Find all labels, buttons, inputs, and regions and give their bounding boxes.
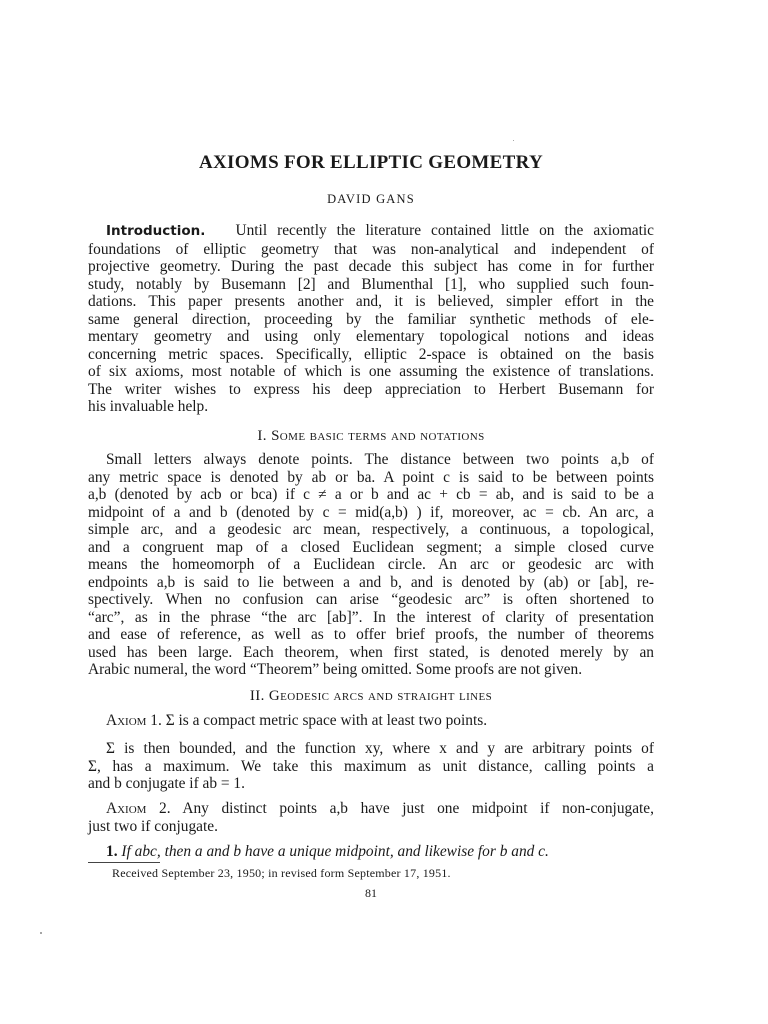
footnote: Received September 23, 1950; in revised form September 17, 1951. bbox=[112, 866, 451, 880]
section-2-paragraph bbox=[88, 740, 654, 793]
intro-line: his invaluable help. bbox=[88, 398, 209, 415]
section-2-heading: II. Geodesic arcs and straight lines bbox=[249, 688, 493, 704]
intro-line: foundations of elliptic geometry that was non-analytical and independent of bbox=[88, 240, 654, 258]
theorem-1 bbox=[88, 843, 654, 861]
section-1-line: midpoint of a and b (denoted by c = mid(a,b) ) if, moreover, ac = cb. An arc, a bbox=[88, 503, 654, 521]
axiom-1 bbox=[88, 712, 654, 730]
section-1-line: “arc”, as in the phrase “the arc [ab]”. In the interest of clarity of presentation bbox=[88, 608, 654, 626]
paper-title: AXIOMS FOR ELLIPTIC GEOMETRY bbox=[199, 152, 543, 173]
theorem-1-text: If abc, then a and b have a unique midpoint, and likewise for b and c. bbox=[121, 843, 549, 860]
scan-speck bbox=[513, 140, 514, 141]
section-1-paragraph bbox=[88, 451, 654, 679]
axiom-1-label: Axiom 1. bbox=[106, 712, 162, 729]
intro-line: The writer wishes to express his deep appreciation to Herbert Busemann for bbox=[88, 380, 654, 398]
intro-line: mentary geometry and using only elementary topological notions and ideas bbox=[88, 328, 654, 345]
axiom-2-text: just two if conjugate. bbox=[88, 817, 218, 835]
section-1-line: and a congruent map of a closed Euclidean segment; a simple closed curve bbox=[88, 538, 654, 556]
axiom-2-text: Any distinct points a,b have just one midpoint if non-conjugate, bbox=[182, 800, 654, 817]
section-1-line: spectively. When no confusion can arise “geodesic arc” is often shortened to bbox=[88, 591, 654, 608]
section-2-line: Σ is then bounded, and the function xy, where x and y are arbitrary points of bbox=[106, 740, 654, 757]
section-1-line: a,b (denoted by acb or bca) if c ≠ a or b and ac + cb = ab, and is said to be a bbox=[88, 486, 654, 503]
intro-lead: Introduction. bbox=[106, 223, 206, 239]
scan-speck bbox=[40, 932, 42, 934]
section-1-line: Arabic numeral, the word “Theorem” being omitted. Some proofs are not given. bbox=[88, 661, 583, 678]
section-1-line: any metric space is denoted by ab or ba. A point c is said to be between points bbox=[88, 468, 654, 486]
section-2-line: and b conjugate if ab = 1. bbox=[88, 775, 245, 792]
section-2-line: Σ, has a maximum. We take this maximum as unit distance, calling points a bbox=[88, 757, 654, 775]
section-1-heading: I. Some basic terms and notations bbox=[257, 428, 485, 444]
intro-line: concerning metric spaces. Specifically, elliptic 2-space is obtained on the basis bbox=[88, 345, 654, 363]
page-number: 81 bbox=[365, 886, 377, 900]
axiom-2-label: Axiom 2. bbox=[106, 800, 171, 817]
theorem-1-number: 1. bbox=[106, 843, 118, 860]
intro-line: Introduction. Until recently the literature contained little on the axiomatic bbox=[106, 222, 654, 239]
intro-line: same general direction, proceeding by the familiar synthetic methods of ele- bbox=[88, 310, 654, 328]
section-1-line: Small letters always denote points. The distance between two points a,b of bbox=[106, 451, 654, 468]
section-1-line: and ease of reference, as well as to offer brief proofs, the number of theorems bbox=[88, 626, 654, 643]
intro-line: of six axioms, most notable of which is one assuming the existence of translations. bbox=[88, 363, 654, 380]
intro-line: dations. This paper presents another and, it is believed, simpler effort in the bbox=[88, 293, 654, 310]
section-1-line: endpoints a,b is said to lie between a and b, and is denoted by (ab) or [ab], re- bbox=[88, 573, 654, 591]
intro-line: projective geometry. During the past decade this subject has come in for further bbox=[88, 258, 654, 275]
section-1-line: means the homeomorph of a Euclidean circle. An arc or geodesic arc with bbox=[88, 556, 654, 573]
axiom-1-text: Σ is a compact metric space with at least two points. bbox=[165, 712, 488, 729]
section-1-line: used has been large. Each theorem, when first stated, is denoted merely by an bbox=[88, 643, 654, 661]
author-name: DAVID GANS bbox=[327, 192, 415, 206]
footnote-rule bbox=[88, 862, 160, 863]
intro-line: study, notably by Busemann [2] and Blumenthal [1], who supplied such foun- bbox=[88, 275, 654, 293]
introduction-paragraph bbox=[88, 222, 654, 416]
axiom-2 bbox=[88, 800, 654, 835]
section-1-line: simple arc, and a geodesic arc mean, respectively, a continuous, a topological, bbox=[88, 521, 654, 538]
